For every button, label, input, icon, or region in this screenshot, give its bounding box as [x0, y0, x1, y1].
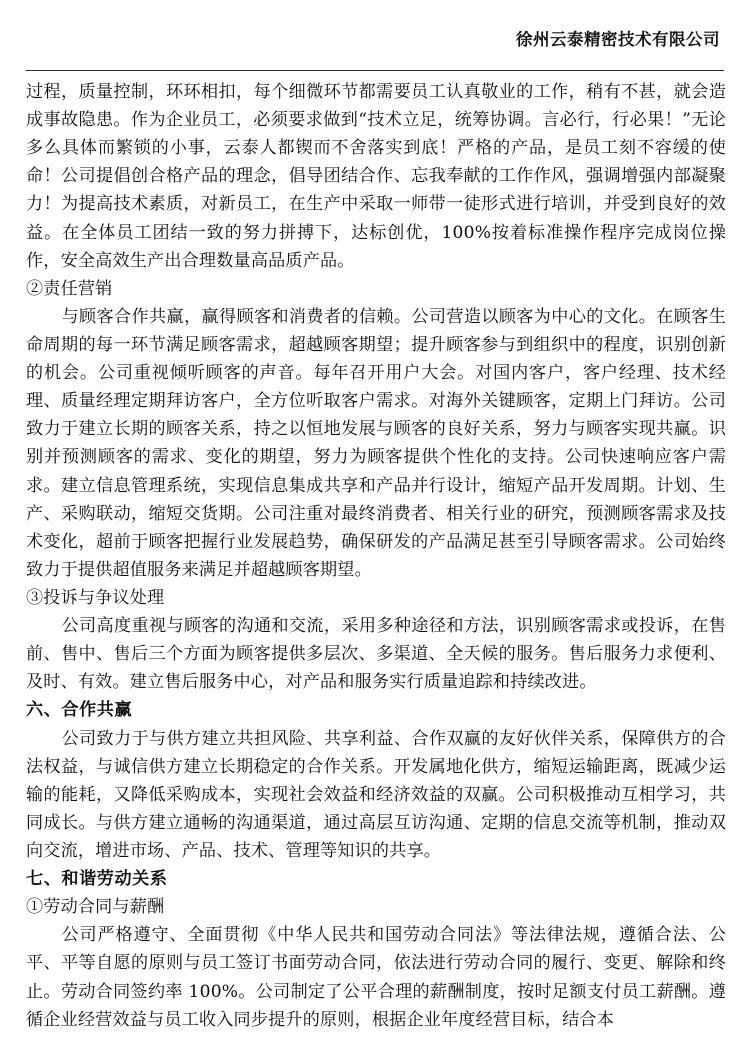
subsection-heading-responsible-marketing: ②责任营销	[26, 278, 113, 299]
paragraph-responsible-marketing: 与顾客合作共赢，赢得顾客和消费者的信赖。公司营造以顾客为中心的文化。在顾客生命周期的每一环节满足顾客需求，超越顾客期望；提升顾客参与到组织中的程度，识别创新的机会。公司重视倾听顾客的声音。每年召开用户大会。对国内客户，客户经理、技术经理、质量经理定期拜访客户，全方位听取客户需求。对海外关键顾客，定期上门拜访。公司致力于建立长期的顾客关系，持之以恒地发展与顾客的良好关系，努力与顾客实现共赢。识别并预测顾客的需求、变化的期望，努力为顾客提供个性化的支持。公司快速响应客户需求。建立信息管理系统，实现信息集成共享和产品并行设计，缩短产品开发周期。计划、生产、采购联动，缩短交货期。公司注重对最终消费者、相关行业的研究，预测顾客需求及技术变化，超前于顾客把握行业发展趋势，确保研发的产品满足甚至引导顾客需求。公司始终致力于提供超值服务来满足并超越顾客期望。	[26, 306, 726, 580]
section-heading-seven: 七、和谐劳动关系	[26, 869, 168, 890]
section-heading-six: 六、合作共赢	[26, 700, 133, 721]
paragraph-continued: 过程，质量控制，环环相扣，每个细微环节都需要员工认真敬业的工作，稍有不甚，就会造成事故隐患。作为企业员工，必须要求做到“技术立足，统筹协调。言必行，行必果！”无论多么具体而繁锁的小事，云泰人都锲而不舍落实到底！严格的产品，是员工刻不容缓的使命！公司提倡创合格产品的理念，倡导团结合作、忘我奉献的工作作风，强调增强内部凝聚力！为提高技术素质，对新员工，在生产中采取一师带一徒形式进行培训，并受到良好的效益。在全体员工团结一致的努力拼搏下，达标创优，100%按着标准操作程序完成岗位操作，安全高效生产出合理数量高品质产品。	[26, 82, 726, 271]
subsection-heading-labor-contract: ①劳动合同与薪酬	[26, 897, 165, 918]
paragraph-labor-contract: 公司严格遵守、全面贯彻《中华人民共和国劳动合同法》等法律法规，遵循合法、公平、平等自愿的原则与员工签订书面劳动合同，依法进行劳动合同的履行、变更、解除和终止。劳动合同签约率 100%。公司制定了公平合理的薪酬制度，按时足额支付员工薪酬。遵循企业经营效益与员工收入同步提升的原则，根据企业年度经营目标，结合本	[26, 925, 726, 1030]
subsection-heading-complaints: ③投诉与争议处理	[26, 587, 165, 608]
page-header-company: 徐州云泰精密技术有限公司	[516, 30, 720, 49]
document-body	[26, 78, 726, 1034]
paragraph-complaints: 公司高度重视与顾客的沟通和交流，采用多种途径和方法，识别顾客需求或投诉，在售前、售中、售后三个方面为顾客提供多层次、多渠道、全天候的服务。售后服务力求便利、及时、有效。建立售后服务中心，对产品和服务实行质量追踪和持续改进。	[26, 616, 726, 693]
paragraph-section-six: 公司致力于与供方建立共担风险、共享利益、合作双赢的友好伙伴关系，保障供方的合法权益，与诚信供方建立长期稳定的合作关系。开发属地化供方，缩短运输距离，既减少运输的能耗，又降低采购成本，实现社会效益和经济效益的双赢。公司积极推动互相学习，共同成长。与供方建立通畅的沟通渠道，通过高层互访沟通、定期的信息交流等机制，推动双向交流，增进市场、产品、技术、管理等知识的共享。	[26, 728, 726, 861]
header-divider	[26, 70, 724, 71]
